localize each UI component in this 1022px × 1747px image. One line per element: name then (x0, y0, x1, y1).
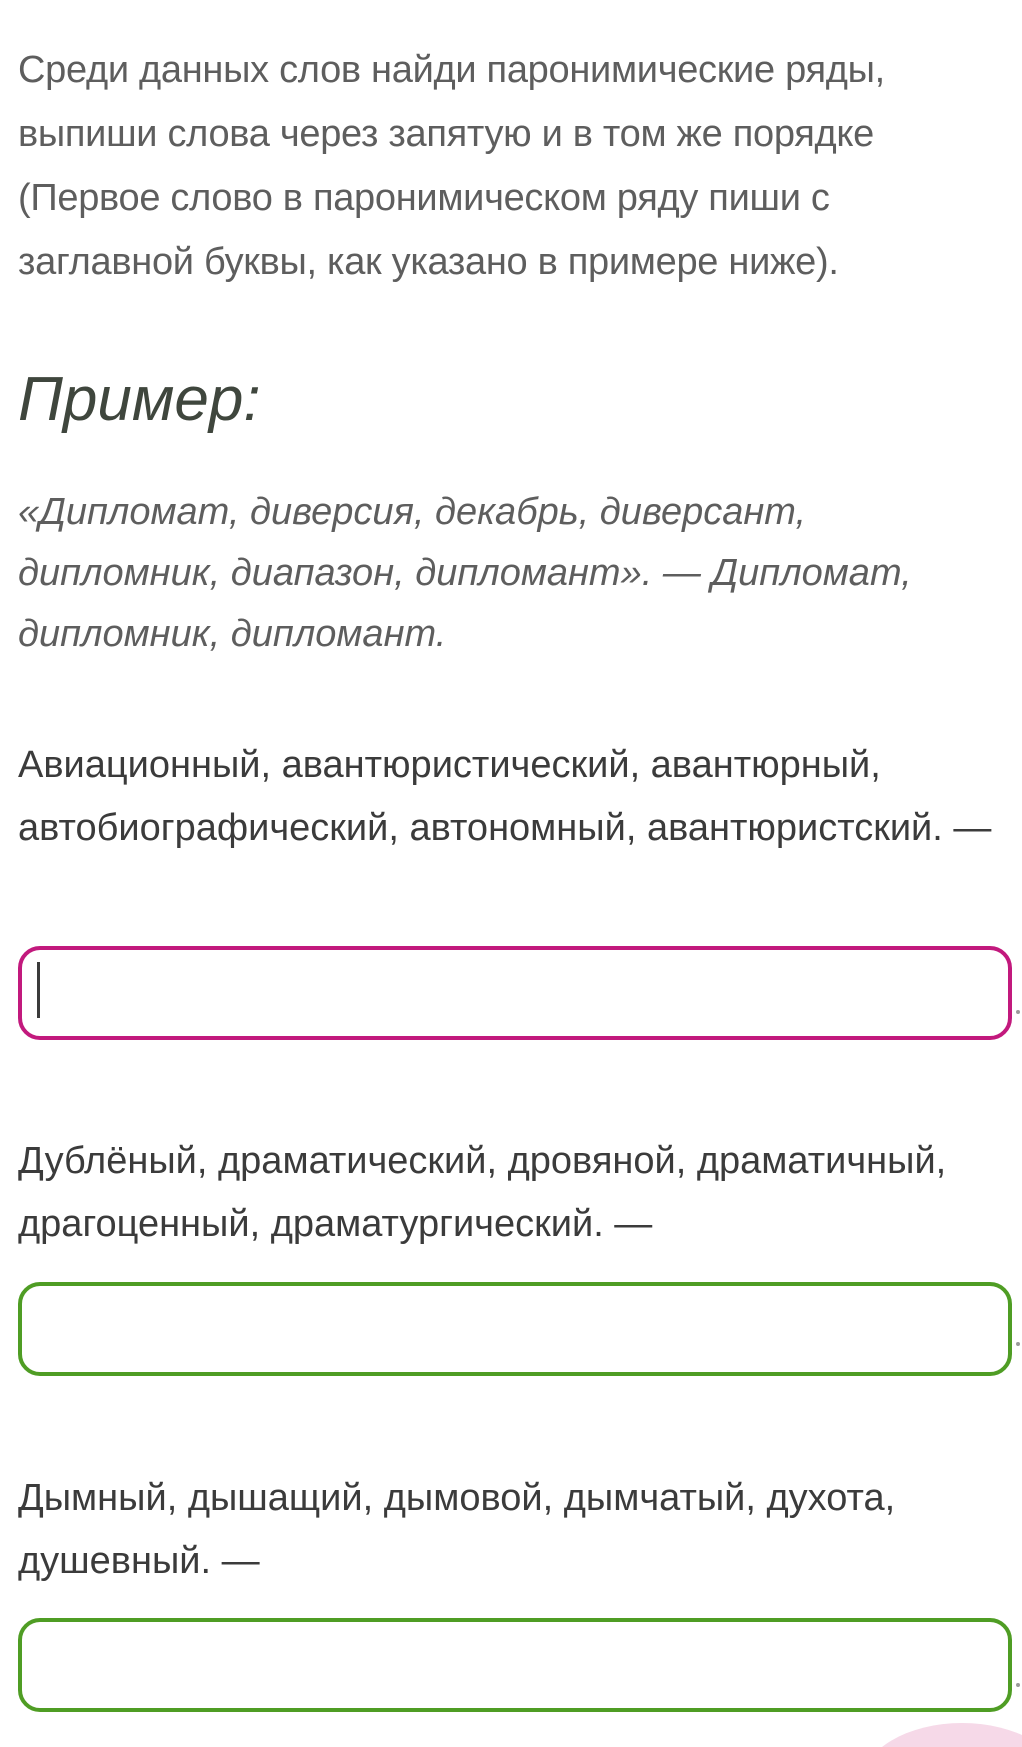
task-3-words: Дымный, дышащий, дымовой, дымчатый, духота, душевный. — (18, 1477, 896, 1582)
corner-decoration (862, 1723, 1022, 1747)
text-cursor (37, 962, 40, 1018)
example-heading: Пример: (18, 365, 261, 434)
answer-field-1[interactable] (18, 946, 1012, 1040)
trailing-period-2 (1016, 1342, 1020, 1346)
trailing-period-1 (1016, 1010, 1020, 1014)
task-1-words: Авиационный, авантюристический, авантюрный, автобиографический, автономный, авантюристский. — (18, 744, 992, 849)
trailing-period-3 (1016, 1683, 1020, 1687)
task-2-words: Дублёный, драматический, дровяной, драматичный, драгоценный, драматургический. — (18, 1140, 947, 1245)
instructions-text: Среди данных слов найди паронимические ряды, выпиши слова через запятую и в том же порядке (Первое слово в паронимическом ряду пиши с заглавной буквы, как указано в примере ниже). (18, 49, 885, 283)
answer-field-3[interactable] (18, 1618, 1012, 1712)
example-text: «Дипломат, диверсия, декабрь, диверсант, дипломник, диапазон, дипломант». — Дипломат, дипломник, дипломант. (18, 491, 912, 655)
answer-field-2[interactable] (18, 1282, 1012, 1376)
